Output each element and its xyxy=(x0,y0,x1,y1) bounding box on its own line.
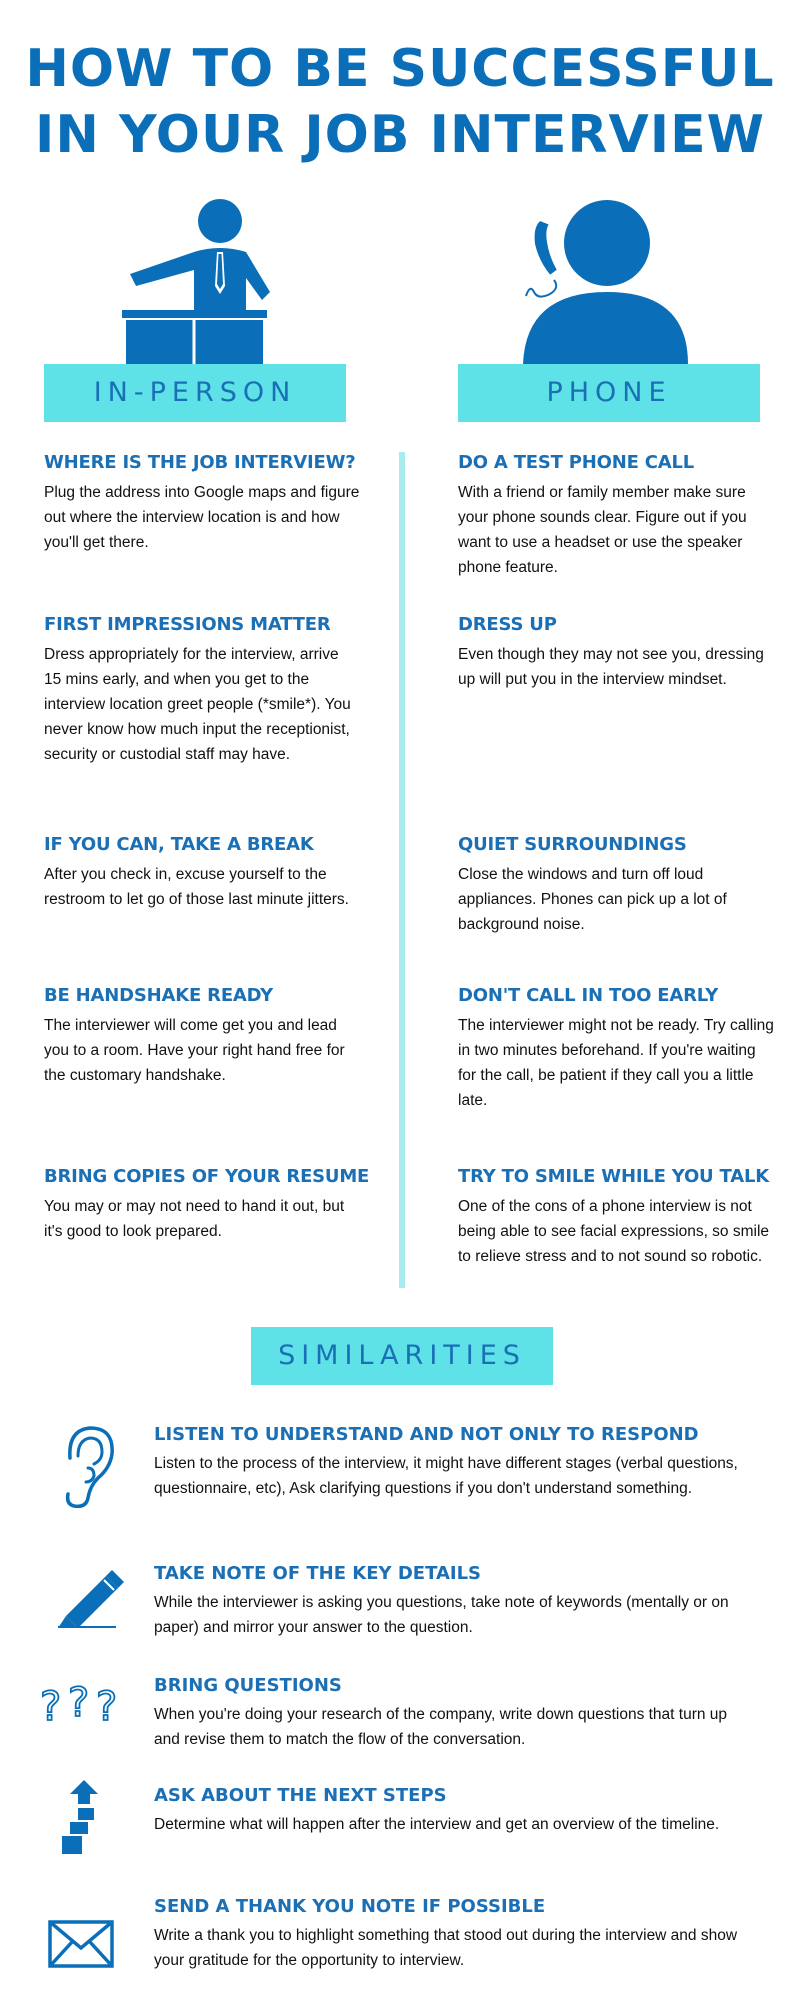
similarity-title: BRING QUESTIONS xyxy=(154,1675,342,1696)
page-title xyxy=(0,36,800,168)
pencil-icon xyxy=(56,1568,126,1628)
tip-title: WHERE IS THE JOB INTERVIEW? xyxy=(44,452,356,473)
tip-title: IF YOU CAN, TAKE A BREAK xyxy=(44,834,314,855)
similarity-title: TAKE NOTE OF THE KEY DETAILS xyxy=(154,1563,482,1584)
in-person-tip xyxy=(44,614,360,767)
in-person-tip xyxy=(44,834,360,912)
tip-text: With a friend or family member make sure your phone sounds clear. Figure out if you want to use a headset or use the speaker phone feature. xyxy=(458,484,747,576)
tip-title: TRY TO SMILE WHILE YOU TALK xyxy=(458,1166,769,1187)
tip-text: The interviewer will come get you and lead you to a room. Have your right hand free for the customary handshake. xyxy=(44,1017,345,1084)
tip-text: Close the windows and turn off loud appliances. Phones can pick up a lot of background noise. xyxy=(458,866,727,933)
similarity-item xyxy=(154,1424,754,1501)
svg-text:?: ? xyxy=(40,1684,62,1730)
in-person-banner: IN-PERSON xyxy=(44,364,346,422)
phone-tip xyxy=(458,985,774,1113)
svg-text:?: ? xyxy=(96,1684,118,1730)
column-divider xyxy=(399,452,405,1288)
similarity-text: While the interviewer is asking you questions, take note of keywords (mentally or on paper) and mirror your answer to the question. xyxy=(154,1594,729,1636)
similarity-item xyxy=(154,1563,754,1640)
person-on-phone-icon xyxy=(520,196,690,366)
phone-tip xyxy=(458,834,774,937)
in-person-tip xyxy=(44,452,360,555)
ear-icon xyxy=(58,1424,118,1510)
similarity-title: LISTEN TO UNDERSTAND AND NOT ONLY TO RESPOND xyxy=(154,1424,699,1445)
similarity-text: When you're doing your research of the company, write down questions that turn up and revise them to match the flow of the conversation. xyxy=(154,1706,728,1748)
svg-text:?: ? xyxy=(68,1680,90,1726)
tip-text: The interviewer might not be ready. Try calling in two minutes beforehand. If you're waiting for the call, be patient if they call you a little late. xyxy=(458,1017,774,1109)
tip-text: Even though they may not see you, dressing up will put you in the interview mindset. xyxy=(458,646,764,688)
tip-text: After you check in, excuse yourself to the restroom to let go of those last minute jitters. xyxy=(44,866,349,908)
envelope-icon xyxy=(48,1920,114,1968)
similarity-item xyxy=(154,1896,754,1973)
tip-title: QUIET SURROUNDINGS xyxy=(458,834,687,855)
phone-tip xyxy=(458,452,774,580)
tip-title: DRESS UP xyxy=(458,614,557,635)
steps-arrow-icon xyxy=(60,1780,104,1856)
phone-tip xyxy=(458,614,774,692)
person-at-podium-icon xyxy=(122,196,274,366)
similarity-item xyxy=(154,1675,754,1752)
in-person-tip xyxy=(44,1166,370,1244)
tip-text: One of the cons of a phone interview is not being able to see facial expressions, so smile to relieve stress and to not sound so robotic. xyxy=(458,1198,770,1265)
title-line-2: IN YOUR JOB INTERVIEW xyxy=(34,105,765,165)
similarity-text: Determine what will happen after the interview and get an overview of the timeline. xyxy=(154,1816,720,1833)
title-line-1: HOW TO BE SUCCESSFUL xyxy=(25,39,775,99)
similarity-text: Write a thank you to highlight something that stood out during the interview and show your gratitude for the opportunity to interview. xyxy=(154,1927,738,1969)
similarity-title: SEND A THANK YOU NOTE IF POSSIBLE xyxy=(154,1896,546,1917)
phone-tip xyxy=(458,1166,774,1269)
tip-text: Dress appropriately for the interview, arrive 15 mins early, and when you get to the interview location greet people (*smile*). You never know how much input the receptionist, security or custodial staff may have. xyxy=(44,646,351,763)
similarity-title: ASK ABOUT THE NEXT STEPS xyxy=(154,1785,447,1806)
phone-banner: PHONE xyxy=(458,364,760,422)
tip-title: DON'T CALL IN TOO EARLY xyxy=(458,985,719,1006)
tip-text: You may or may not need to hand it out, but it's good to look prepared. xyxy=(44,1198,345,1240)
similarity-text: Listen to the process of the interview, it might have different stages (verbal questions, questionnaire, etc), Ask clarifying questions if you don't understand something. xyxy=(154,1455,738,1497)
tip-title: BRING COPIES OF YOUR RESUME xyxy=(44,1166,370,1187)
tip-title: BE HANDSHAKE READY xyxy=(44,985,273,1006)
tip-text: Plug the address into Google maps and figure out where the interview location is and how you'll get there. xyxy=(44,484,360,551)
in-person-tip xyxy=(44,985,360,1088)
question-marks-icon xyxy=(40,1680,126,1730)
tip-title: FIRST IMPRESSIONS MATTER xyxy=(44,614,331,635)
similarity-item xyxy=(154,1785,754,1837)
similarities-banner: SIMILARITIES xyxy=(251,1327,553,1385)
tip-title: DO A TEST PHONE CALL xyxy=(458,452,695,473)
